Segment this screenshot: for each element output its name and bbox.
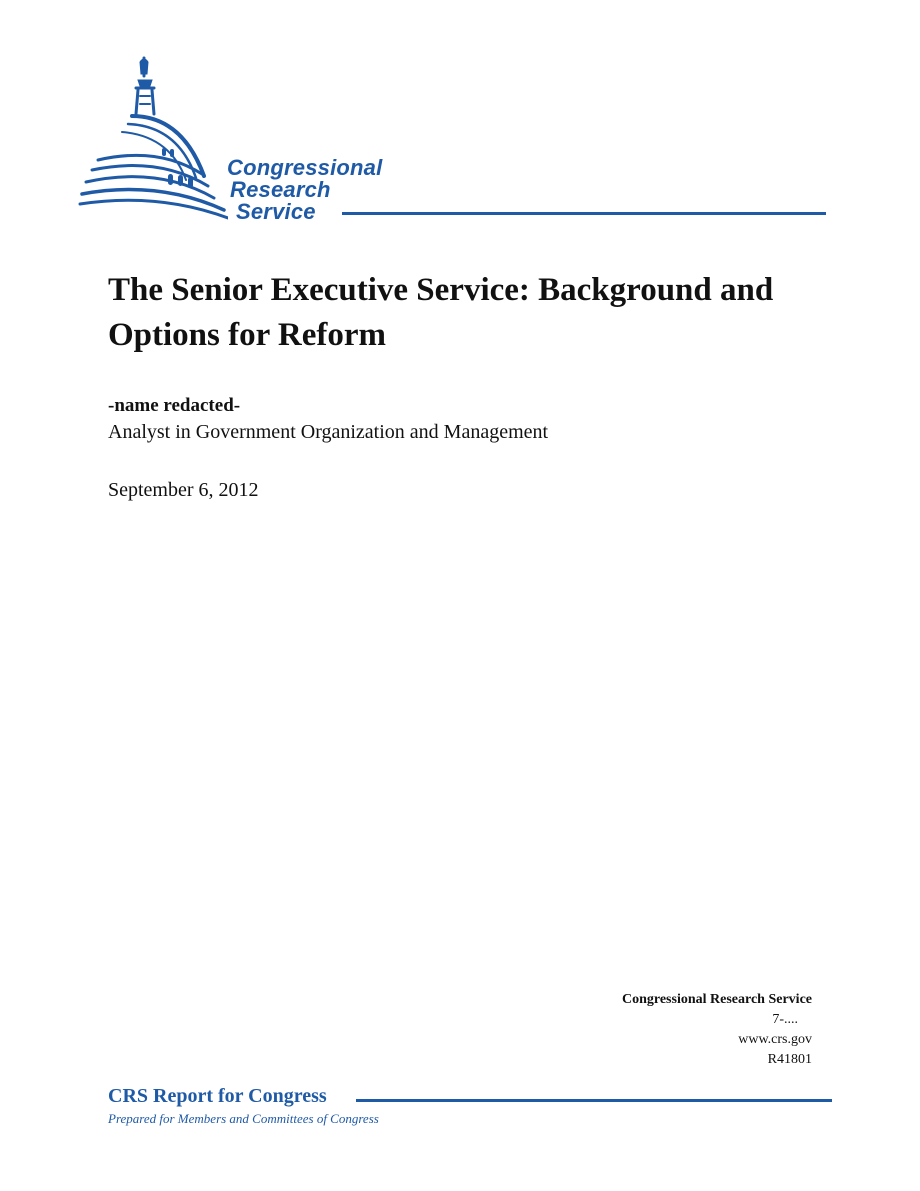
report-banner-rule	[356, 1099, 832, 1102]
crs-url[interactable]: www.crs.gov	[738, 1032, 812, 1047]
crs-phone: 7-....	[772, 1012, 798, 1027]
capitol-dome-icon	[78, 52, 228, 227]
report-date: September 6, 2012	[108, 479, 259, 501]
author-role: Analyst in Government Organization and Management	[108, 421, 549, 443]
report-title: The Senior Executive Service: Background and Options for Reform	[108, 272, 774, 353]
logo-text-line3: Service	[236, 199, 316, 224]
author-name: -name redacted-	[108, 395, 241, 416]
logo-text-line1: Congressional	[227, 155, 383, 180]
crs-contact-block	[622, 990, 812, 1070]
crs-org-name: Congressional Research Service	[621, 992, 812, 1007]
logo-text-line2: Research	[230, 177, 331, 202]
report-number: R41801	[767, 1052, 812, 1067]
logo-rule	[342, 212, 826, 215]
report-banner-heading: CRS Report for Congress	[108, 1085, 327, 1107]
report-banner-subheading: Prepared for Members and Committees of Congress	[108, 1111, 379, 1126]
crs-logo	[78, 52, 838, 227]
